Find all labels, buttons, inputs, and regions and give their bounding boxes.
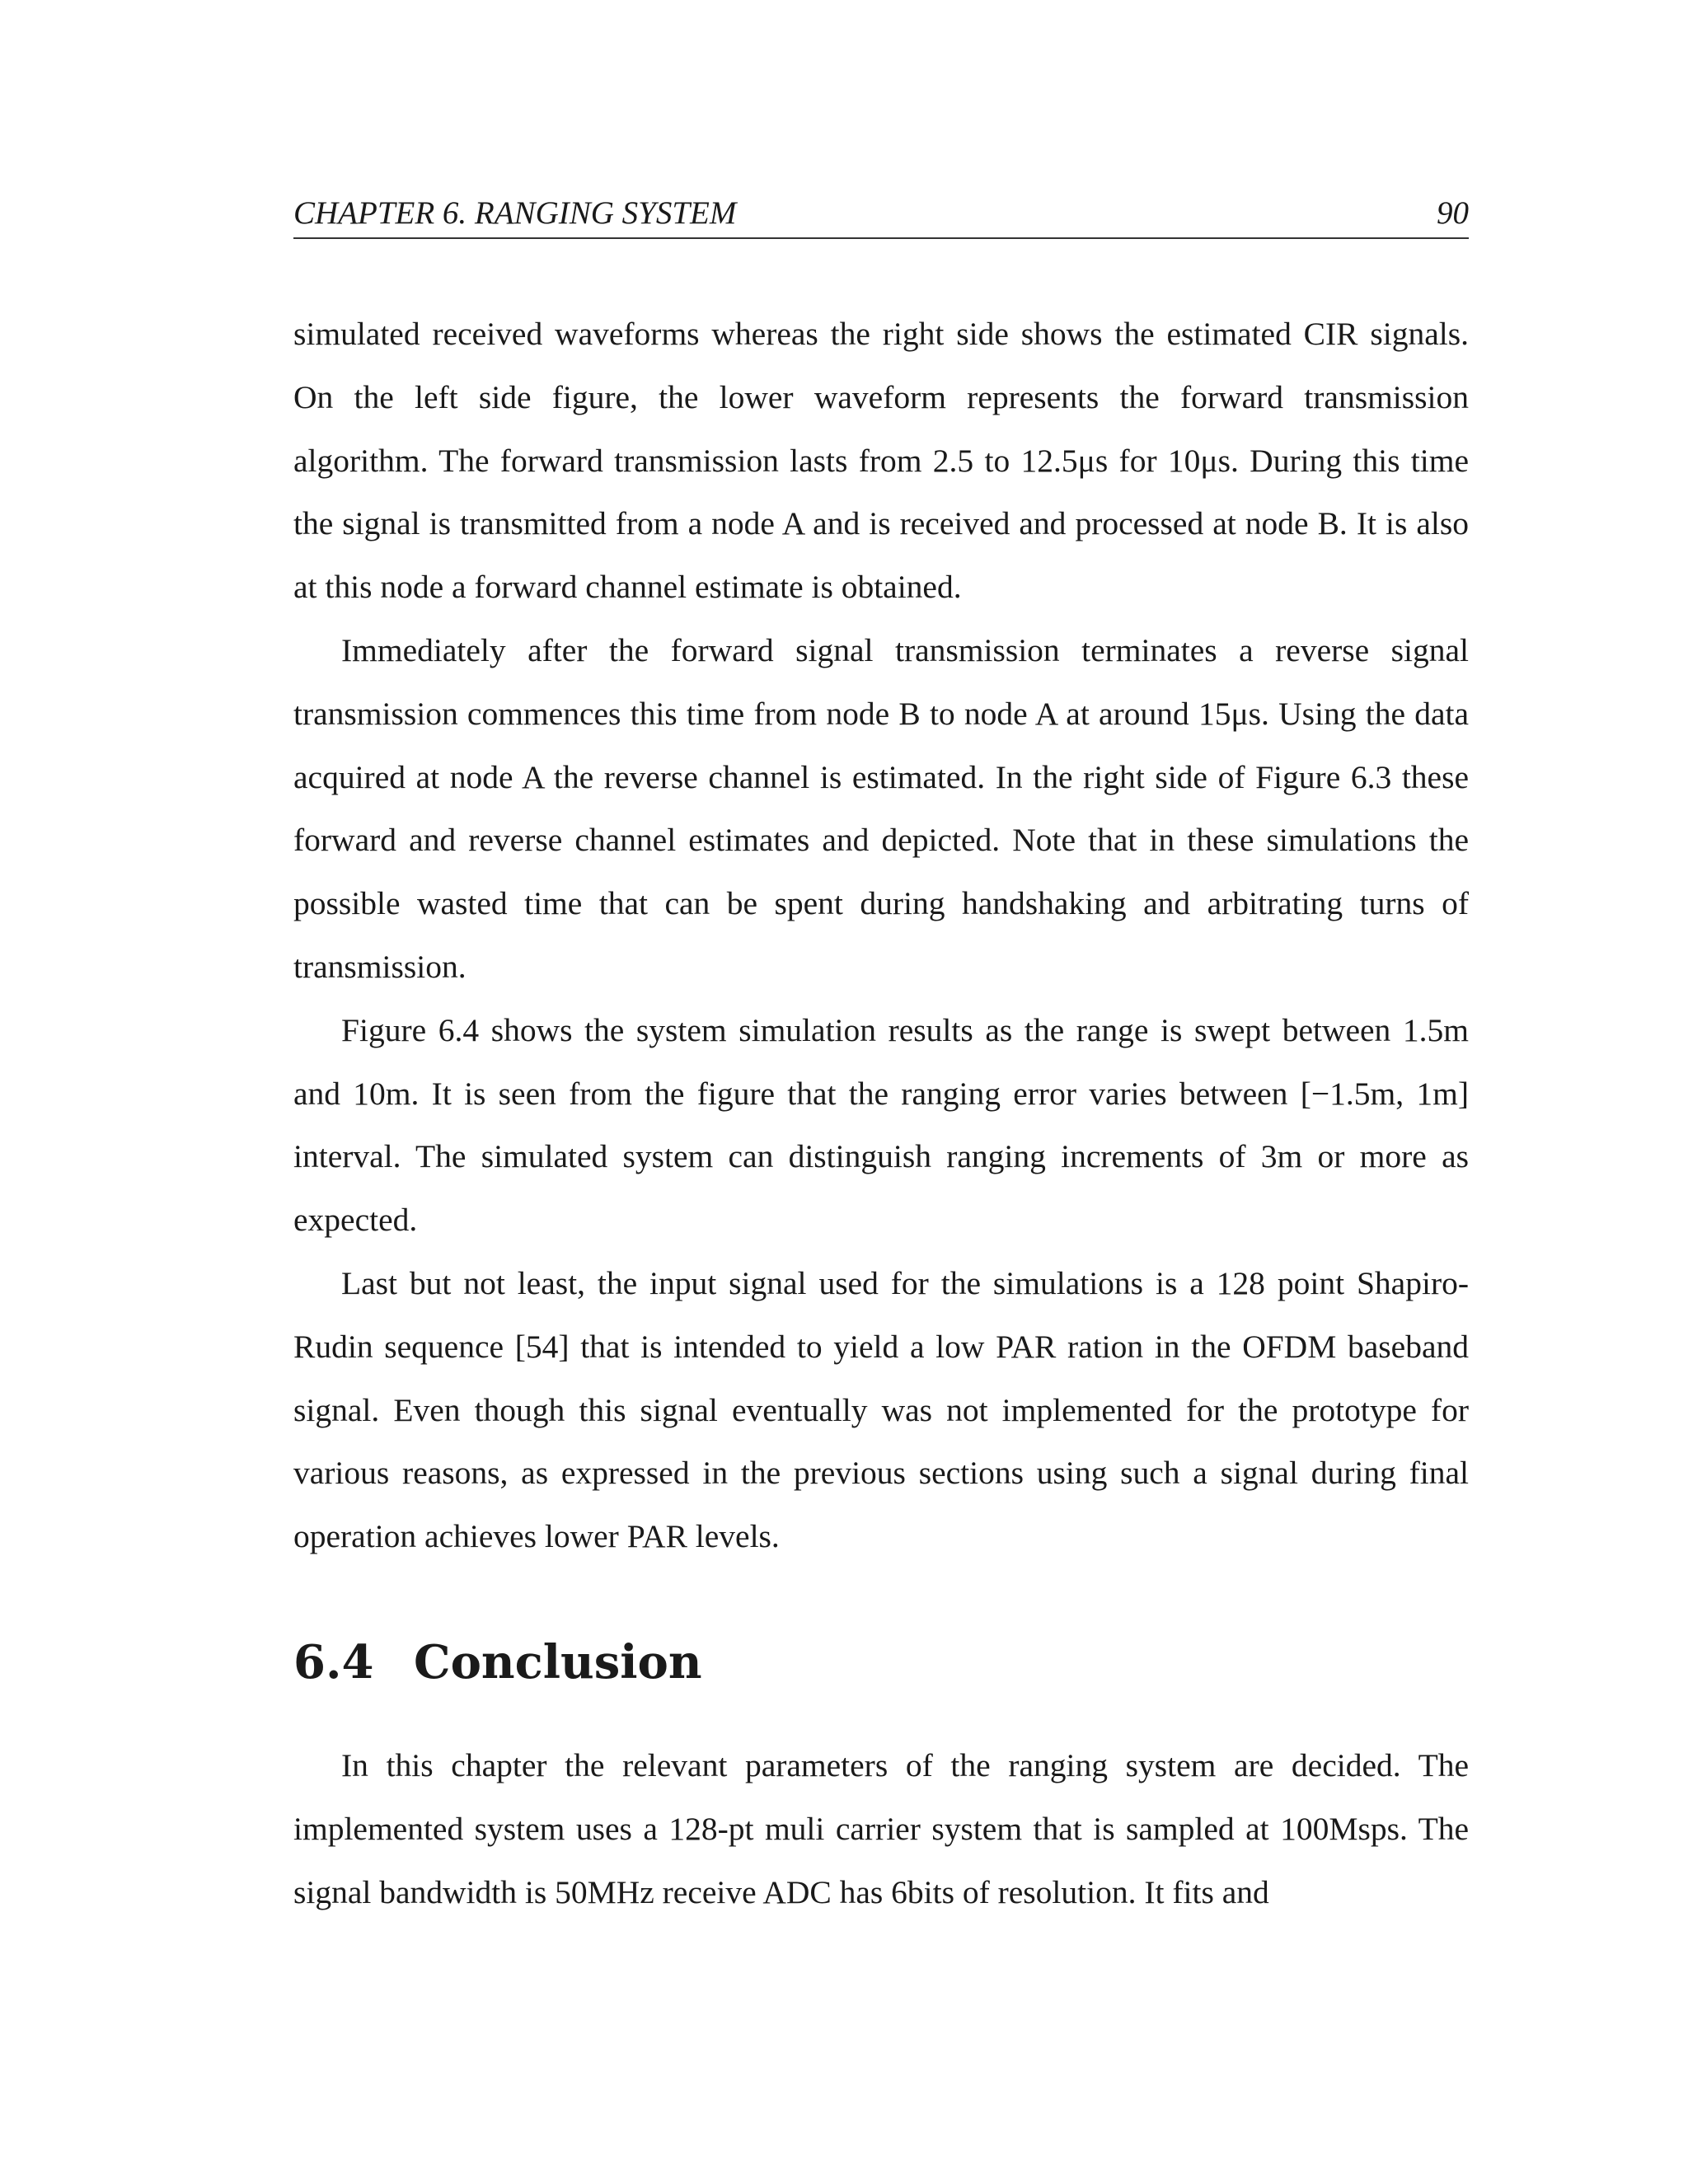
paragraph: Figure 6.4 shows the system simulation results as the range is swept between 1.5m and 10m. It is seen from the figure that the ranging error varies between [−1.5m, 1m] interval. The simulated system can distinguish ranging increments of 3m or more as expected. [293,1011,1469,1239]
paragraph: In this chapter the relevant parameters of the ranging system are decided. The implemented system uses a 128-pt muli carrier system that is sampled at 100Msps. The signal bandwidth is 50MHz receive ADC has 6bits of resolution. It fits and [293,1747,1469,1910]
page-number: 90 [1437,195,1469,231]
paragraph: Immediately after the forward signal transmission terminates a reverse signal transmission commences this time from node B to node A at around 15μs. Using the data acquired at node A the reverse channel is estimated. In the right side of Figure 6.3 these forward and reverse channel estimates and depicted. Note that in these simulations the possible wasted time that can be spent during handshaking and arbitrating turns of transmission. [293,631,1469,985]
running-header [293,191,1469,239]
section-title: Conclusion [414,1635,702,1690]
chapter-title: CHAPTER 6. RANGING SYSTEM [293,195,737,231]
body-text [293,302,1469,1568]
section-number: 6.4 [293,1635,374,1690]
paragraph: simulated received waveforms whereas the right side shows the estimated CIR signals. On the left side figure, the lower waveform represents the forward transmission algorithm. The forward transmission lasts from 2.5 to 12.5μs for 10μs. During this time the signal is transmitted from a node A and is received and processed at node B. It is also at this node a forward channel estimate is obtained. [293,316,1469,606]
paragraph: Last but not least, the input signal used for the simulations is a 128 point Shapiro-Rudin sequence [54] that is intended to yield a low PAR ration in the OFDM baseband signal. Even though this signal eventually was not implemented for the prototype for various reasons, as expressed in the previous sections using such a signal during final operation achieves lower PAR levels. [293,1264,1469,1555]
section-heading [293,1633,702,1691]
conclusion-text [293,1734,1469,1924]
